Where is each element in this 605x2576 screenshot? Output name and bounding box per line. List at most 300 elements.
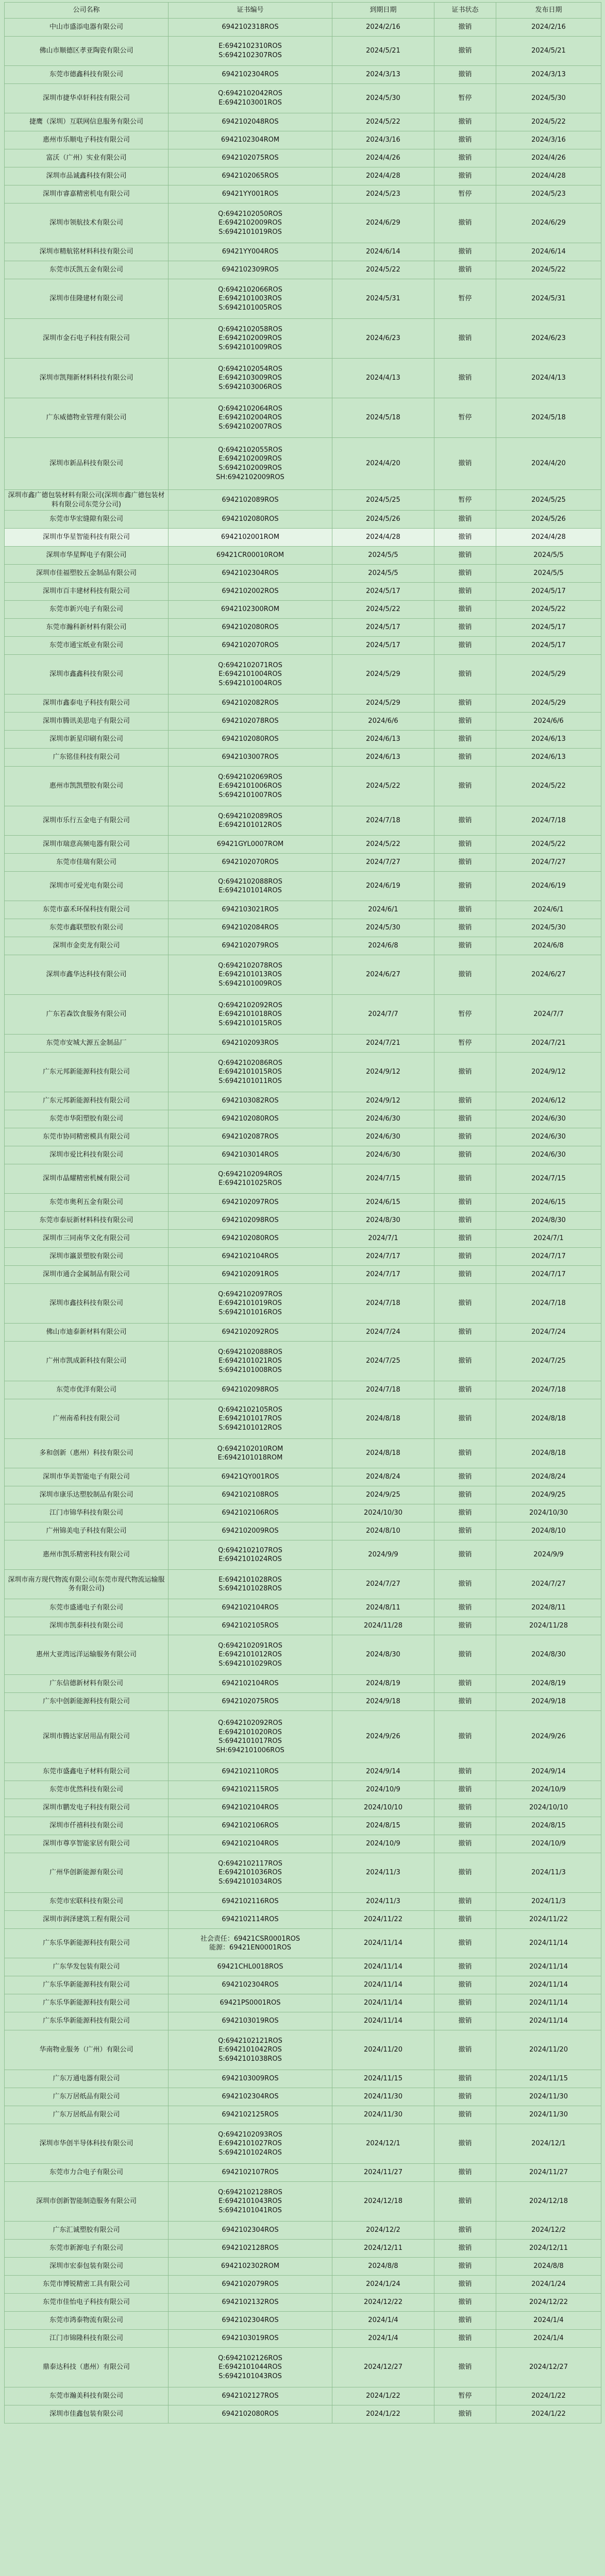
cert-number-cell (169, 261, 332, 279)
cert-number-line: 6942102106ROS (222, 1822, 279, 1830)
cert-number-line: Q:6942102121ROS (218, 2037, 282, 2045)
table-row[interactable] (5, 1617, 601, 1635)
cert-number-line: E:6942101036ROS (219, 1869, 282, 1877)
company-cell: 深圳市精航铭材料科技有限公司 (5, 243, 169, 261)
cert-number-cell (169, 204, 332, 243)
company-cell: 东莞市新兴电子有限公司 (5, 601, 169, 619)
publish-date-cell: 2024/7/15 (496, 1164, 601, 1194)
table-row[interactable] (5, 1110, 601, 1128)
table-row[interactable] (5, 2222, 601, 2240)
table-row[interactable] (5, 601, 601, 619)
status-cell: 暂停 (434, 279, 496, 319)
table-row[interactable] (5, 1853, 601, 1893)
company-cell: 深圳市创新智能制造服务有限公司 (5, 2182, 169, 2222)
cert-number-cell (169, 1439, 332, 1468)
cert-number-cell (169, 2222, 332, 2240)
table-row[interactable] (5, 2276, 601, 2294)
publish-date-cell: 2024/5/29 (496, 694, 601, 713)
cert-number-line: E:6942102009ROS (219, 219, 282, 227)
expire-date-cell: 2024/12/2 (332, 2222, 434, 2240)
status-cell: 撤销 (434, 1128, 496, 1146)
cert-number-line: Q:6942102066ROS (218, 285, 282, 294)
publish-date-cell: 2024/6/8 (496, 937, 601, 955)
company-cell: 东莞市佳怡电子科技有限公司 (5, 2294, 169, 2312)
table-row[interactable] (5, 1504, 601, 1522)
expire-date-cell: 2024/6/30 (332, 1110, 434, 1128)
status-cell: 暂停 (434, 185, 496, 204)
table-row[interactable] (5, 1284, 601, 1324)
table-row[interactable] (5, 2258, 601, 2276)
publish-date-cell: 2024/11/3 (496, 1893, 601, 1911)
table-row[interactable] (5, 619, 601, 637)
expire-date-cell: 2024/11/15 (332, 2070, 434, 2088)
table-row[interactable] (5, 1342, 601, 1381)
expire-date-cell: 2024/7/27 (332, 1570, 434, 1599)
table-row[interactable] (5, 1635, 601, 1675)
cert-number-cell (169, 1893, 332, 1911)
cert-number-cell (169, 1911, 332, 1929)
company-cell: 东莞市盛鑫电子材料有限公司 (5, 1763, 169, 1781)
status-cell: 撤销 (434, 2405, 496, 2424)
table-row[interactable] (5, 1439, 601, 1468)
cert-number-line: E:6942103009ROS (219, 374, 282, 382)
company-cell: 东莞市宏联科技有限公司 (5, 1893, 169, 1911)
table-row[interactable] (5, 2405, 601, 2424)
cert-number-line: E:6942101013ROS (219, 971, 282, 979)
table-row[interactable] (5, 2294, 601, 2312)
publish-date-cell: 2024/1/4 (496, 2330, 601, 2348)
expire-date-cell: 2024/7/25 (332, 1342, 434, 1381)
cert-number-line: 6942102080ROS (222, 735, 279, 743)
status-cell: 撤销 (434, 694, 496, 713)
status-cell: 撤销 (434, 243, 496, 261)
cert-number-line: 6942102080ROS (222, 623, 279, 632)
cert-number-cell (169, 1522, 332, 1540)
cert-number-line: 69421YY004ROS (222, 248, 279, 256)
expire-date-cell: 2024/5/29 (332, 655, 434, 694)
table-row[interactable] (5, 2088, 601, 2106)
company-cell: 东莞市协同精密模具有限公司 (5, 1128, 169, 1146)
table-row[interactable] (5, 204, 601, 243)
status-cell: 撤销 (434, 438, 496, 490)
table-row[interactable] (5, 767, 601, 806)
table-row[interactable] (5, 66, 601, 84)
expire-date-cell: 2024/11/20 (332, 2030, 434, 2070)
table-row[interactable] (5, 1230, 601, 1248)
table-row[interactable] (5, 655, 601, 694)
table-row[interactable] (5, 84, 601, 113)
cert-number-line: S:6942101016ROS (219, 1308, 282, 1316)
company-cell: 深圳市鑫广德包装材料有限公司(深圳市鑫广德包装材料有限公司东莞分公司) (5, 490, 169, 511)
expire-date-cell: 2024/7/18 (332, 1381, 434, 1399)
publish-date-cell: 2024/8/24 (496, 1468, 601, 1486)
company-cell: 东莞市优然科技有限公司 (5, 1781, 169, 1799)
status-cell: 撤销 (434, 1092, 496, 1110)
table-row[interactable] (5, 872, 601, 901)
expire-date-cell: 2024/4/28 (332, 529, 434, 547)
cert-number-line: 6942102304ROS (222, 2316, 279, 2325)
expire-date-cell: 2024/5/22 (332, 601, 434, 619)
cert-number-line: E:6942102004ROS (219, 414, 282, 422)
table-row[interactable] (5, 1212, 601, 1230)
cert-number-line: E:6942103001ROS (219, 99, 282, 107)
expire-date-cell: 2024/5/17 (332, 619, 434, 637)
cert-number-cell (169, 2106, 332, 2124)
cert-number-line: 6942102114ROS (222, 1916, 279, 1924)
status-cell: 撤销 (434, 1929, 496, 1958)
expire-date-cell: 2024/1/22 (332, 2405, 434, 2424)
status-cell: 撤销 (434, 2240, 496, 2258)
table-row[interactable] (5, 713, 601, 731)
publish-date-cell: 2024/10/9 (496, 1781, 601, 1799)
status-cell: 撤销 (434, 1853, 496, 1893)
cert-number-cell (169, 167, 332, 185)
expire-date-cell: 2024/7/24 (332, 1324, 434, 1342)
cert-number-line: E:6942101012ROS (219, 1651, 282, 1659)
cert-number-cell (169, 749, 332, 767)
table-row[interactable] (5, 2124, 601, 2164)
table-row[interactable] (5, 547, 601, 565)
table-row[interactable] (5, 1781, 601, 1799)
company-cell: 深圳市宏泰包装有限公司 (5, 2258, 169, 2276)
table-row[interactable] (5, 279, 601, 319)
table-row[interactable] (5, 2070, 601, 2088)
publish-date-cell: 2024/7/18 (496, 1381, 601, 1399)
table-row[interactable] (5, 1893, 601, 1911)
table-row[interactable] (5, 1994, 601, 2012)
table-row[interactable] (5, 1468, 601, 1486)
publish-date-cell: 2024/7/27 (496, 854, 601, 872)
cert-number-cell (169, 1110, 332, 1128)
table-row[interactable] (5, 901, 601, 919)
cert-number-cell (169, 1381, 332, 1399)
company-cell: 深圳市康乐达塑胶制品有限公司 (5, 1486, 169, 1504)
cert-number-line: E:6942101004ROS (219, 670, 282, 679)
cert-number-cell (169, 937, 332, 955)
status-cell: 撤销 (434, 1976, 496, 1994)
table-row[interactable] (5, 1266, 601, 1284)
cert-number-line: E:6942101042ROS (219, 2046, 282, 2054)
cert-number-line: S:6942101024ROS (219, 2148, 282, 2157)
table-row[interactable] (5, 1540, 601, 1570)
company-cell: 东莞市安城大源五金制品厂 (5, 1035, 169, 1053)
expire-date-cell: 2024/5/30 (332, 84, 434, 113)
cert-number-line: 6942102065ROS (222, 172, 279, 180)
status-cell: 撤销 (434, 2258, 496, 2276)
publish-date-cell: 2024/9/14 (496, 1763, 601, 1781)
table-row[interactable] (5, 1570, 601, 1599)
publish-date-cell: 2024/9/9 (496, 1540, 601, 1570)
cert-number-line: 能源：69421EN0001ROS (209, 1944, 291, 1952)
cert-number-line: Q:6942102097ROS (218, 1290, 282, 1298)
publish-date-cell: 2024/6/30 (496, 1146, 601, 1164)
cert-number-line: 6942102304ROS (222, 2226, 279, 2234)
cert-number-cell (169, 84, 332, 113)
table-row[interactable] (5, 1675, 601, 1693)
cert-number-line: 6942103009ROS (222, 2075, 279, 2083)
publish-date-cell: 2024/6/23 (496, 319, 601, 359)
table-row[interactable] (5, 1324, 601, 1342)
table-row[interactable] (5, 1835, 601, 1853)
cert-number-line: 6942102309ROS (222, 266, 279, 274)
publish-date-cell: 2024/8/8 (496, 2258, 601, 2276)
expire-date-cell: 2024/11/22 (332, 1911, 434, 1929)
expire-date-cell: 2024/11/14 (332, 1929, 434, 1958)
table-row[interactable] (5, 1399, 601, 1439)
publish-date-cell: 2024/4/13 (496, 359, 601, 398)
cert-number-line: 6942102098ROS (222, 1386, 279, 1394)
status-cell: 撤销 (434, 204, 496, 243)
company-cell: 广州锦美电子科技有限公司 (5, 1522, 169, 1540)
publish-date-cell: 2024/5/17 (496, 637, 601, 655)
table-row[interactable] (5, 398, 601, 438)
table-row[interactable] (5, 1146, 601, 1164)
table-row[interactable] (5, 529, 601, 547)
table-row[interactable] (5, 1381, 601, 1399)
company-cell: 深圳市瀛景塑胶有限公司 (5, 1248, 169, 1266)
table-row[interactable] (5, 2387, 601, 2405)
table-row[interactable] (5, 359, 601, 398)
publish-date-cell: 2024/10/10 (496, 1799, 601, 1817)
cert-number-line: S:6942101019ROS (219, 228, 282, 236)
table-row[interactable] (5, 1817, 601, 1835)
table-row[interactable] (5, 1799, 601, 1817)
publish-date-cell: 2024/8/15 (496, 1817, 601, 1835)
table-row[interactable] (5, 1599, 601, 1617)
table-row[interactable] (5, 565, 601, 583)
publish-date-cell: 2024/7/24 (496, 1324, 601, 1342)
cert-number-line: 6942103019ROS (222, 2334, 279, 2343)
cert-number-line: Q:6942102086ROS (218, 1059, 282, 1067)
table-row[interactable] (5, 438, 601, 490)
cert-number-line: 6942102304ROS (222, 71, 279, 79)
status-cell: 撤销 (434, 1230, 496, 1248)
table-row[interactable] (5, 490, 601, 511)
table-row[interactable] (5, 1976, 601, 1994)
table-row[interactable] (5, 1929, 601, 1958)
status-cell: 撤销 (434, 1893, 496, 1911)
cert-number-line: 6942102127ROS (222, 2392, 279, 2400)
company-cell: 惠州市乐顺电子科技有限公司 (5, 131, 169, 149)
publish-date-cell: 2024/12/2 (496, 2222, 601, 2240)
table-row[interactable] (5, 2348, 601, 2387)
table-row[interactable] (5, 1164, 601, 1194)
table-row[interactable] (5, 836, 601, 854)
cert-number-line: E:6942101006ROS (219, 782, 282, 790)
cert-number-cell (169, 2330, 332, 2348)
company-cell: 深圳市品诚鑫科技有限公司 (5, 167, 169, 185)
status-cell: 撤销 (434, 872, 496, 901)
table-row[interactable] (5, 1194, 601, 1212)
cert-number-cell (169, 2258, 332, 2276)
table-row[interactable] (5, 637, 601, 655)
cert-number-cell (169, 2070, 332, 2088)
company-cell: 深圳市三同南华文化有限公司 (5, 1230, 169, 1248)
table-row[interactable] (5, 2030, 601, 2070)
publish-date-cell: 2024/5/26 (496, 511, 601, 529)
status-cell: 暂停 (434, 398, 496, 438)
expire-date-cell: 2024/8/30 (332, 1212, 434, 1230)
table-row[interactable] (5, 2330, 601, 2348)
cert-number-cell (169, 113, 332, 131)
table-row[interactable] (5, 185, 601, 204)
expire-date-cell: 2024/10/30 (332, 1504, 434, 1522)
publish-date-cell: 2024/8/11 (496, 1599, 601, 1617)
cert-number-line: 6942102002ROS (222, 587, 279, 596)
table-row[interactable] (5, 2182, 601, 2222)
expire-date-cell: 2024/3/13 (332, 66, 434, 84)
status-cell: 撤销 (434, 2012, 496, 2030)
expire-date-cell: 2024/6/27 (332, 955, 434, 995)
publish-date-cell: 2024/6/1 (496, 901, 601, 919)
table-row[interactable] (5, 261, 601, 279)
cert-number-cell (169, 637, 332, 655)
status-cell: 暂停 (434, 490, 496, 511)
status-cell: 暂停 (434, 84, 496, 113)
publish-date-cell: 2024/6/12 (496, 1092, 601, 1110)
table-row[interactable] (5, 1486, 601, 1504)
table-row[interactable] (5, 1958, 601, 1976)
cert-number-line: 6942102080ROS (222, 1115, 279, 1123)
cert-number-cell (169, 66, 332, 84)
table-row[interactable] (5, 2164, 601, 2182)
company-cell: 深圳市润泽建筑工程有限公司 (5, 1911, 169, 1929)
status-cell: 撤销 (434, 1248, 496, 1266)
expire-date-cell: 2024/6/23 (332, 319, 434, 359)
cert-number-line: E:6942101014ROS (219, 887, 282, 895)
cert-number-line: 6942102048ROS (222, 118, 279, 126)
publish-date-cell: 2024/6/30 (496, 1110, 601, 1128)
expire-date-cell: 2024/11/14 (332, 1958, 434, 1976)
table-row[interactable] (5, 1911, 601, 1929)
cert-number-line: 6942102104ROS (222, 1604, 279, 1612)
cert-number-line: S:6942101029ROS (219, 1659, 282, 1668)
table-row[interactable] (5, 319, 601, 359)
table-row[interactable] (5, 694, 601, 713)
table-row[interactable] (5, 995, 601, 1035)
expire-date-cell: 2024/11/3 (332, 1853, 434, 1893)
company-cell: 广东中创新能源科技有限公司 (5, 1693, 169, 1711)
table-row[interactable] (5, 1035, 601, 1053)
company-cell: 深圳市领航技术有限公司 (5, 204, 169, 243)
table-row[interactable] (5, 243, 601, 261)
table-row[interactable] (5, 511, 601, 529)
cert-number-line: 6942102106ROS (222, 1509, 279, 1517)
cert-number-cell (169, 19, 332, 37)
status-cell: 撤销 (434, 319, 496, 359)
status-cell: 撤销 (434, 1911, 496, 1929)
cert-number-line: 6942102079ROS (222, 942, 279, 950)
table-row[interactable] (5, 113, 601, 131)
table-row[interactable] (5, 955, 601, 995)
publish-date-cell: 2024/5/5 (496, 547, 601, 565)
status-cell: 撤销 (434, 1522, 496, 1540)
cert-number-line: E:6942101003ROS (219, 295, 282, 303)
table-row[interactable] (5, 1092, 601, 1110)
expire-date-cell: 2024/7/27 (332, 854, 434, 872)
cert-number-cell (169, 1194, 332, 1212)
table-row[interactable] (5, 149, 601, 167)
cert-number-cell (169, 1324, 332, 1342)
cert-number-line: 6942102080ROS (222, 1234, 279, 1243)
table-row[interactable] (5, 1711, 601, 1763)
publish-date-cell: 2024/8/10 (496, 1522, 601, 1540)
table-row[interactable] (5, 1248, 601, 1266)
publish-date-cell: 2024/7/18 (496, 806, 601, 836)
cert-number-line: 6942102098ROS (222, 1216, 279, 1225)
table-row[interactable] (5, 806, 601, 836)
publish-date-cell: 2024/4/28 (496, 529, 601, 547)
status-cell: 撤销 (434, 1194, 496, 1212)
cert-number-cell (169, 1781, 332, 1799)
cert-number-line: Q:6942102042ROS (218, 90, 282, 98)
table-row[interactable] (5, 749, 601, 767)
cert-number-cell (169, 1994, 332, 2012)
expire-date-cell: 2024/6/30 (332, 1146, 434, 1164)
cert-number-cell (169, 529, 332, 547)
table-row[interactable] (5, 1128, 601, 1146)
table-row[interactable] (5, 131, 601, 149)
company-cell: 广东乐华新能源科技有限公司 (5, 1994, 169, 2012)
company-cell: 深圳市南方现代物流有限公司(东莞市现代物流运输服务有限公司) (5, 1570, 169, 1599)
publish-date-cell: 2024/7/27 (496, 1570, 601, 1599)
status-cell: 撤销 (434, 2088, 496, 2106)
company-cell: 深圳市腾达家居用品有限公司 (5, 1711, 169, 1763)
cert-number-cell (169, 1230, 332, 1248)
table-row[interactable] (5, 2312, 601, 2330)
expire-date-cell: 2024/9/18 (332, 1693, 434, 1711)
publish-date-cell: 2024/7/17 (496, 1248, 601, 1266)
publish-date-cell: 2024/9/25 (496, 1486, 601, 1504)
certificate-table (4, 2, 601, 2424)
cert-number-line: Q:6942102055ROS (218, 446, 282, 454)
status-cell: 撤销 (434, 1994, 496, 2012)
company-cell: 深圳市鑫泰电子科技有限公司 (5, 694, 169, 713)
table-row[interactable] (5, 1763, 601, 1781)
company-cell: 东莞市奥利五金有限公司 (5, 1194, 169, 1212)
table-row[interactable] (5, 37, 601, 66)
table-row[interactable] (5, 167, 601, 185)
table-row[interactable] (5, 1053, 601, 1092)
cert-number-cell (169, 1763, 332, 1781)
publish-date-cell: 2024/8/19 (496, 1675, 601, 1693)
table-row[interactable] (5, 731, 601, 749)
table-row[interactable] (5, 937, 601, 955)
company-cell: 深圳市华星智能科技有限公司 (5, 529, 169, 547)
table-row[interactable] (5, 919, 601, 937)
table-row[interactable] (5, 1522, 601, 1540)
table-row[interactable] (5, 854, 601, 872)
cert-number-cell (169, 398, 332, 438)
table-row[interactable] (5, 2240, 601, 2258)
expire-date-cell: 2024/8/11 (332, 1599, 434, 1617)
status-cell: 撤销 (434, 806, 496, 836)
table-row[interactable] (5, 19, 601, 37)
company-cell: 东莞市力合电子有限公司 (5, 2164, 169, 2182)
status-cell: 撤销 (434, 1693, 496, 1711)
cert-number-line: Q:6942102071ROS (218, 661, 282, 669)
cert-number-cell (169, 279, 332, 319)
table-row[interactable] (5, 1693, 601, 1711)
company-cell: 深圳市乐行五金电子有限公司 (5, 806, 169, 836)
cert-number-line: S:6942101007ROS (219, 791, 282, 799)
publish-date-cell: 2024/4/28 (496, 167, 601, 185)
table-row[interactable] (5, 583, 601, 601)
cert-number-cell (169, 619, 332, 637)
cert-number-line: Q:6942102092ROS (218, 1719, 282, 1727)
table-row[interactable] (5, 2012, 601, 2030)
table-row[interactable] (5, 2106, 601, 2124)
